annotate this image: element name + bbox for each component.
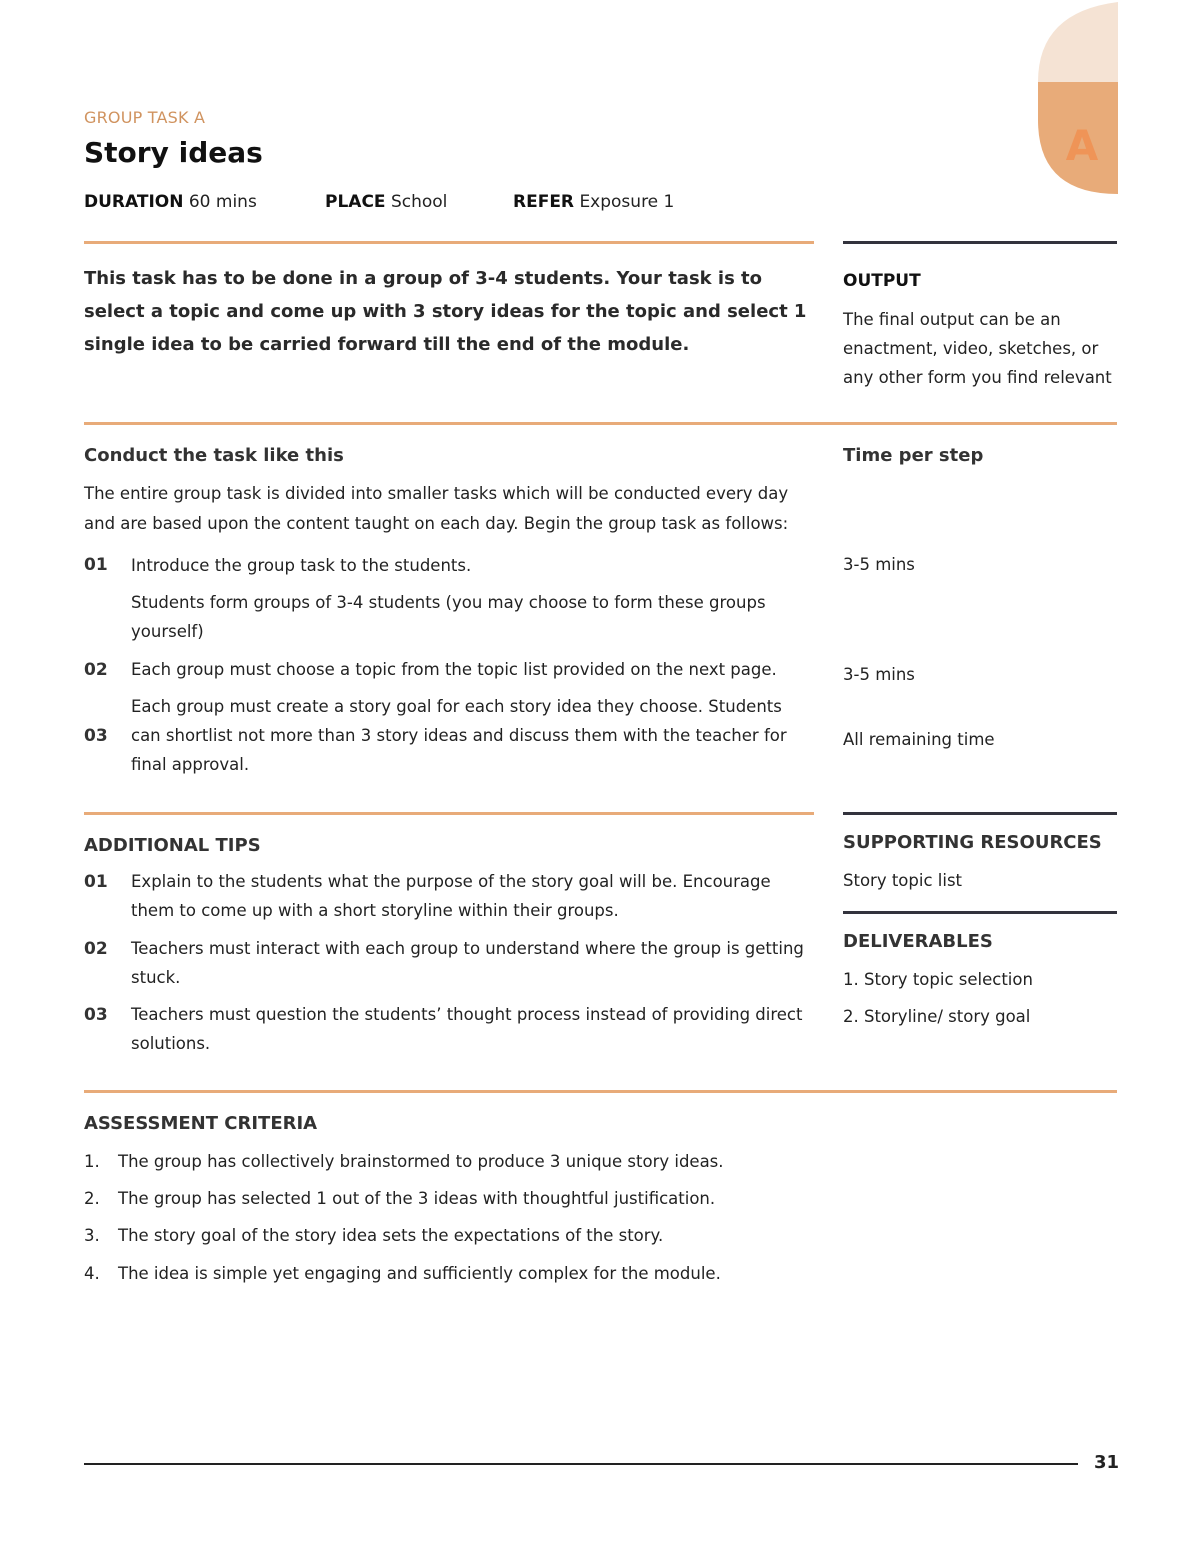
meta-place — [325, 192, 447, 212]
meta-refer — [513, 192, 674, 212]
badge-letter: A — [1065, 121, 1099, 170]
tip-number: 02 — [84, 939, 108, 959]
deliverable-item: 1. Story topic selection — [843, 970, 1033, 989]
leaf-shape — [1038, 2, 1118, 82]
meta-place-value: School — [390, 192, 448, 212]
tip-text: Teachers must question the students’ thought process instead of providing direct solutions. — [131, 1005, 803, 1053]
step-number: 03 — [84, 726, 108, 746]
assessment-heading: ASSESSMENT CRITERIA — [84, 1113, 318, 1134]
meta-duration — [84, 192, 257, 212]
output-heading: OUTPUT — [843, 271, 921, 291]
meta-duration-label: DURATION — [84, 192, 184, 212]
criterion-text: The story goal of the story idea sets the expectations of the story. — [118, 1226, 664, 1245]
step-time: 3-5 mins — [843, 555, 915, 574]
tip-text: Teachers must interact with each group to understand where the group is getting stuck. — [131, 939, 804, 987]
tip-number: 03 — [84, 1005, 108, 1025]
tip-text: Explain to the students what the purpose of the story goal will be. Encourage them to come up with a short storyline within their groups. — [131, 872, 771, 920]
time-per-step-heading: Time per step — [843, 445, 984, 466]
step-text: Students form groups of 3-4 students (you may choose to form these groups yourself) — [131, 593, 766, 641]
meta-refer-label: REFER — [513, 192, 575, 212]
resources-heading: SUPPORTING RESOURCES — [843, 832, 1102, 853]
corner-badge — [1030, 0, 1120, 200]
divider — [843, 241, 1117, 244]
step-number: 01 — [84, 555, 108, 575]
meta-place-label: PLACE — [325, 192, 386, 212]
divider — [843, 812, 1117, 815]
step-text: Introduce the group task to the students. — [131, 556, 472, 575]
intro-text: This task has to be done in a group of 3-4 students. Your task is to select a topic and come up with 3 story ideas for the topic and select 1 single idea to be carried forward till the end of the module. — [84, 268, 807, 355]
conduct-description: The entire group task is divided into smaller tasks which will be conducted every day and are based upon the content taught on each day. Begin the group task as follows: — [84, 484, 789, 533]
criterion-text: The group has collectively brainstormed to produce 3 unique story ideas. — [118, 1152, 724, 1171]
divider — [843, 911, 1117, 914]
step-time: 3-5 mins — [843, 665, 915, 684]
step-text: Each group must create a story goal for each story idea they choose. Students can shortlist not more than 3 story ideas and discuss them with the teacher for final approval. — [131, 697, 787, 774]
criterion-number: 1. — [84, 1152, 100, 1171]
criterion-number: 3. — [84, 1226, 100, 1245]
criterion-number: 2. — [84, 1189, 100, 1208]
tip-number: 01 — [84, 872, 108, 892]
meta-refer-value: Exposure 1 — [579, 192, 675, 212]
criterion-text: The group has selected 1 out of the 3 ideas with thoughtful justification. — [118, 1189, 716, 1208]
tips-heading: ADDITIONAL TIPS — [84, 835, 261, 856]
step-number: 02 — [84, 660, 108, 680]
step-time: All remaining time — [843, 730, 995, 749]
task-kicker: GROUP TASK A — [84, 108, 206, 127]
meta-duration-value: 60 mins — [188, 192, 257, 212]
divider — [84, 1090, 1117, 1093]
criterion-number: 4. — [84, 1264, 100, 1283]
divider — [84, 422, 1117, 425]
page-number: 31 — [1094, 1452, 1120, 1473]
conduct-heading: Conduct the task like this — [84, 445, 344, 466]
footer-rule — [84, 1463, 1078, 1465]
deliverables-heading: DELIVERABLES — [843, 931, 993, 952]
divider — [84, 812, 814, 815]
output-text: The final output can be an enactment, video, sketches, or any other form you find relevant — [843, 310, 1112, 387]
criterion-text: The idea is simple yet engaging and sufficiently complex for the module. — [118, 1264, 721, 1283]
deliverable-item: 2. Storyline/ story goal — [843, 1007, 1031, 1026]
page-title: Story ideas — [84, 136, 263, 169]
step-text: Each group must choose a topic from the topic list provided on the next page. — [131, 660, 777, 679]
divider — [84, 241, 814, 244]
resources-text: Story topic list — [843, 871, 963, 890]
